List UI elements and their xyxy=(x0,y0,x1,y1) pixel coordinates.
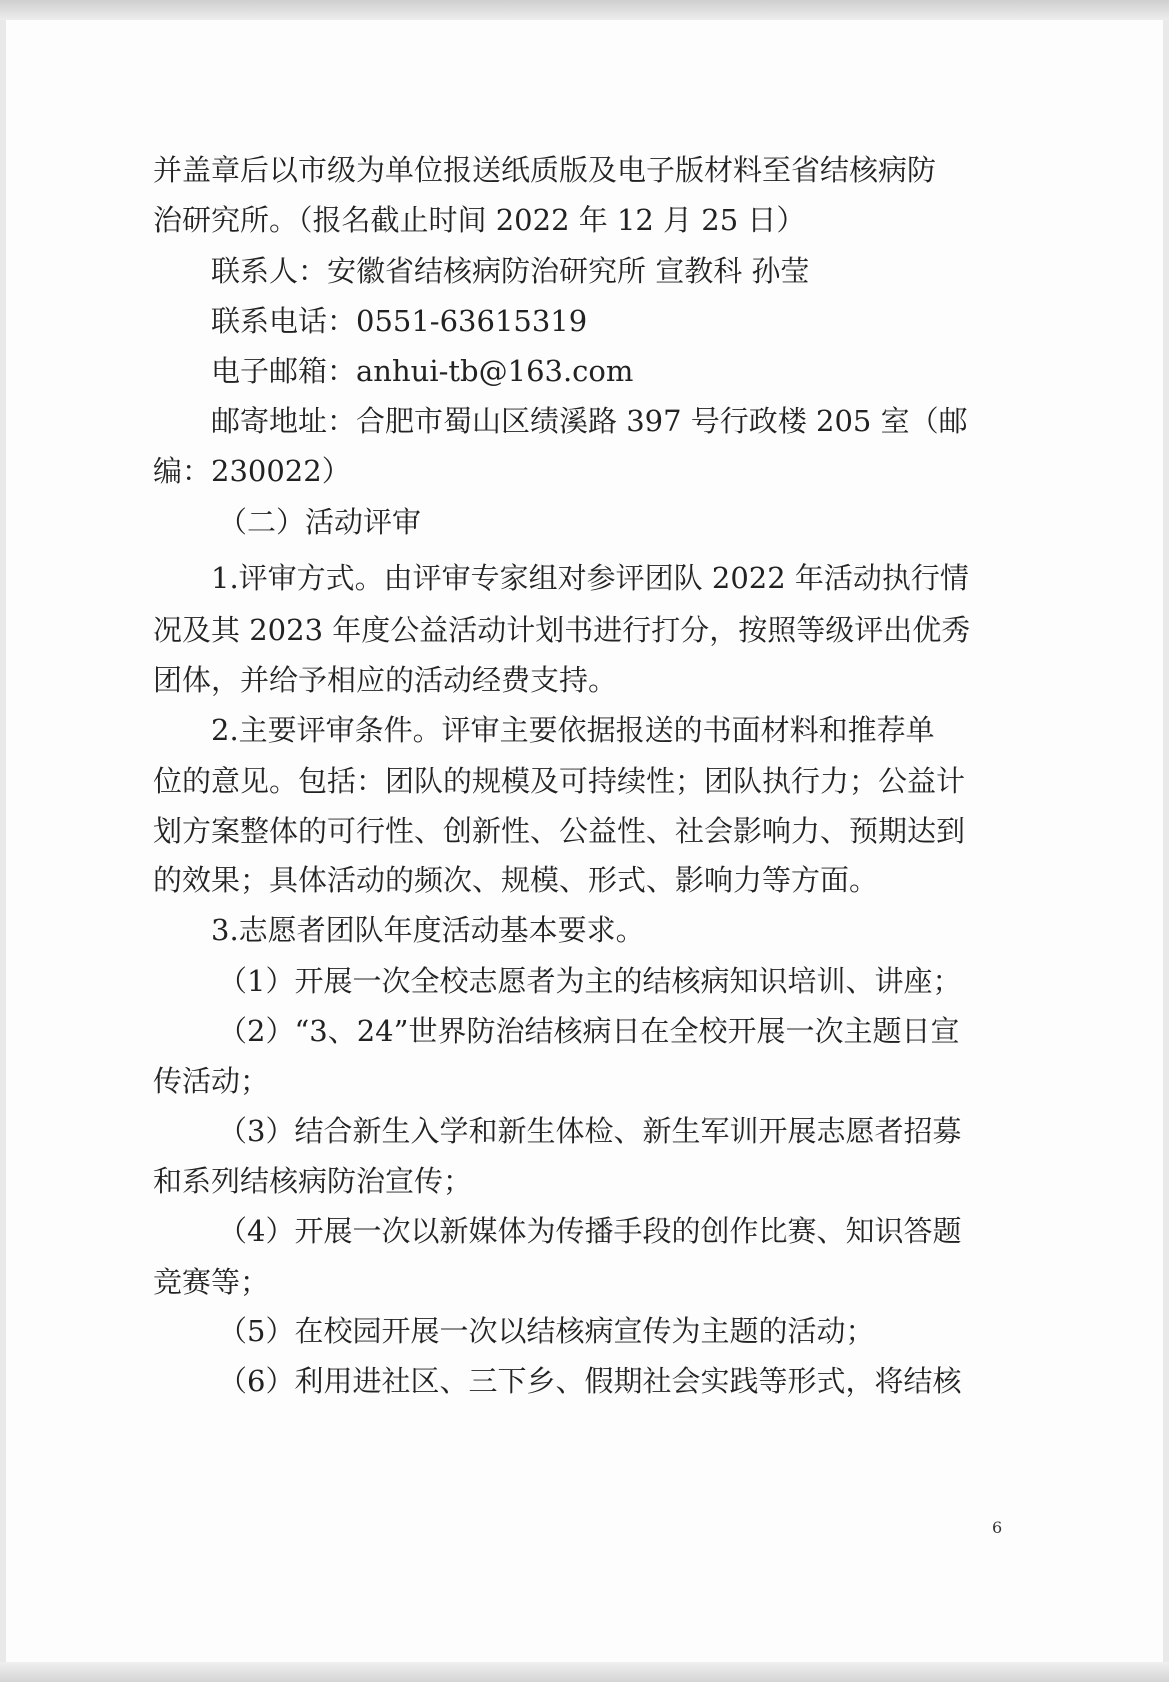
document-page xyxy=(6,20,1163,1662)
list-item: （5）在校园开展一次以结核病宣传为主题的活动； xyxy=(218,1314,875,1348)
postal-code: 编：230022） xyxy=(153,454,351,488)
list-item: （3）结合新生入学和新生体检、新生军训开展志愿者招募 xyxy=(218,1114,962,1148)
text-line: 位的意见。包括：团队的规模及可持续性；团队执行力；公益计 xyxy=(153,764,966,798)
text-line: 1.评审方式。由评审专家组对参评团队 2022 年活动执行情 xyxy=(211,561,969,595)
text-line: 团体，并给予相应的活动经费支持。 xyxy=(153,663,618,697)
text-line: 2.主要评审条件。评审主要依据报送的书面材料和推荐单 xyxy=(211,713,935,747)
section-heading: （二）活动评审 xyxy=(218,505,422,539)
text-line: 3.志愿者团队年度活动基本要求。 xyxy=(211,913,645,947)
top-shadow xyxy=(0,0,1169,20)
contact-email[interactable]: 电子邮箱：anhui-tb@163.com xyxy=(211,354,634,388)
contact-person: 联系人：安徽省结核病防治研究所 宣教科 孙莹 xyxy=(211,254,810,288)
bottom-shadow xyxy=(0,1662,1169,1682)
list-item-continuation: 传活动； xyxy=(153,1064,270,1098)
text-line: 的效果；具体活动的频次、规模、形式、影响力等方面。 xyxy=(153,863,879,897)
list-item-continuation: 竞赛等； xyxy=(153,1265,270,1299)
list-item: （2）“3、24”世界防治结核病日在全校开展一次主题日宣 xyxy=(218,1014,960,1048)
list-item: （1）开展一次全校志愿者为主的结核病知识培训、讲座； xyxy=(218,964,962,998)
list-item: （6）利用进社区、三下乡、假期社会实践等形式，将结核 xyxy=(218,1364,962,1398)
list-item-continuation: 和系列结核病防治宣传； xyxy=(153,1164,473,1198)
page-number: 6 xyxy=(992,1518,1003,1537)
text-line: 况及其 2023 年度公益活动计划书进行打分，按照等级评出优秀 xyxy=(153,613,971,647)
contact-phone: 联系电话：0551-63615319 xyxy=(211,304,588,338)
list-item: （4）开展一次以新媒体为传播手段的创作比赛、知识答题 xyxy=(218,1214,962,1248)
mailing-address: 邮寄地址：合肥市蜀山区绩溪路 397 号行政楼 205 室（邮 xyxy=(211,404,968,438)
text-line: 并盖章后以市级为单位报送纸质版及电子版材料至省结核病防 xyxy=(153,153,937,187)
text-line: 治研究所。（报名截止时间 2022 年 12 月 25 日） xyxy=(153,203,806,237)
text-line: 划方案整体的可行性、创新性、公益性、社会影响力、预期达到 xyxy=(153,814,966,848)
